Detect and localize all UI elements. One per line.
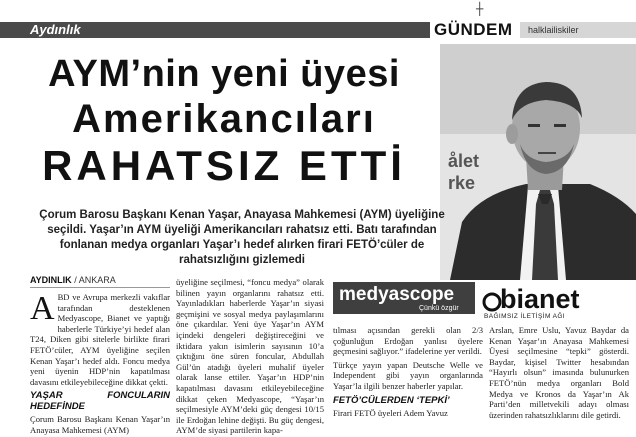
crosshair-icon: ┼: [476, 2, 484, 16]
byline-agency: AYDINLIK: [30, 275, 72, 285]
medyascope-logo-tagline: Çünkü özgür: [419, 305, 459, 312]
article-column-3: [333, 325, 483, 418]
medyascope-logo: [333, 282, 475, 314]
page-header: [0, 0, 636, 40]
column-1-text-1: BD ve Avrupa merkezli vakıflar tarafından desteklenen Medyascope, Bianet ve yaptığı haberlerle Türkiye’yi hedef alan T24, Diken gibi sitelerle birlikte firari FETÖ’cüler, AYM üyeliğine seçilen Kenan Yaşar’ı hedef aldı. Foncu medya yeni üyenin HDP’nin kapatılması davasını etkileyebileceğine dikkat çekti.: [30, 292, 170, 387]
column-4-paragraph-1: Arslan, Emre Uslu, Yavuz Baydar da Kenan Yaşar’ın Anayasa Mahkemesi Üyesi seçilmesine “tepki” gösterdi. Baydar, kişisel Twitter hesabından “Hayırlı olsun” imasında bulunurken FETÖ’nün medya organları Bold Medya ve Kronos da Yaşar’ın Ak Parti’den milletvekili adayı olması üzerinden rahatsızlıklarını dile getirdi.: [489, 325, 629, 420]
column-1-paragraph-1: [30, 292, 170, 387]
headline-line-1: AYM’nin yeni üyesi: [48, 53, 400, 95]
article-column-4: [489, 325, 629, 420]
newspaper-name: Aydınlık: [30, 22, 81, 37]
photo-background-text: ålet rke: [448, 151, 480, 193]
section-label: GÜNDEM: [434, 20, 513, 39]
bianet-logo-text: bianet: [500, 284, 580, 314]
site-label: halklailiskiler: [528, 25, 579, 35]
article-column-2: [176, 277, 324, 436]
bianet-logo: [478, 284, 636, 322]
headline-line-2: Amerikancıları: [72, 97, 376, 141]
headline-line-3: RAHATSIZ ETTİ: [42, 142, 406, 189]
subheading-feto: FETÖ’CÜLERDEN ‘TEPKİ’: [333, 394, 450, 406]
bianet-mark-icon: [482, 292, 502, 312]
byline-city: / ANKARA: [71, 275, 116, 285]
article-spot: Çorum Barosu Başkanı Kenan Yaşar, Anayasa Mahkemesi (AYM) üyeliğine seçildi. Yaşar’ın AYM üyeliği Amerikancıları rahatsız etti. Batı tarafından fonlanan medya organları Yaşar’ı hedef alırken firari FETÖ’cüler de rahatsızlığını gizlemedi: [39, 209, 445, 266]
headline: [14, 52, 434, 190]
column-3-paragraph-2: Türkçe yayın yapan Deutsche Welle ve Independent gibi yayın organlarında Yaşar’la ilgili benzer haberler yapılar.: [333, 359, 483, 391]
bianet-logo-tagline: BAĞIMSIZ İLETİŞİM AĞI: [484, 313, 565, 320]
column-2-paragraph-1: üyeliğine seçilmesi, “foncu medya” olarak bilinen yayın organlarını rahatsız etti. Yayınladıkları haberlerde Yaşar’ın siyasi geçmişini ve sosyal medya paylaşımlarını öne çıkardılar. Yeni üye Yaşar’ın AYM içindeki dengeleri değiştireceğini ve iktidara yakın isimlerin sayısının 10’a çıktığını öne süren foncular, Abdullah Gül’ün atadığı üyeleri muhalif üyeler olarak lanse ettiler. Yaşar’ın HDP’nin kapatılması davasını etkileyebileceğine dikkat çeken Medyascope, “Yaşar’ın seçilmesiyle AYM’deki güç dengesi 10/15 ile Erdoğan lehine değişti. Bu güç dengesi, AYM’de siyasi partilerin kapa-: [176, 277, 324, 436]
column-1-paragraph-2: Çorum Barosu Başkanı Kenan Yaşar’ın Anayasa Mahkemesi (AYM): [30, 414, 170, 435]
byline-divider: [30, 287, 170, 288]
column-3-paragraph-3: Firari FETÖ üyeleri Adem Yavuz: [333, 407, 448, 418]
drop-cap: A: [30, 290, 55, 327]
medyascope-logo-text: medyascope: [339, 284, 455, 305]
subheading-yasar: YAŞAR FONCULARIN HEDEFİNDE: [30, 390, 170, 413]
article-column-1: [30, 292, 170, 436]
column-3-paragraph-1: tılması açısından gerekli olan 2/3 çoğunluğun Erdoğan yanlısı üyelere geçmesini sağlıyor.” ifadelerine yer verildi.: [333, 325, 483, 357]
byline: [30, 275, 170, 285]
